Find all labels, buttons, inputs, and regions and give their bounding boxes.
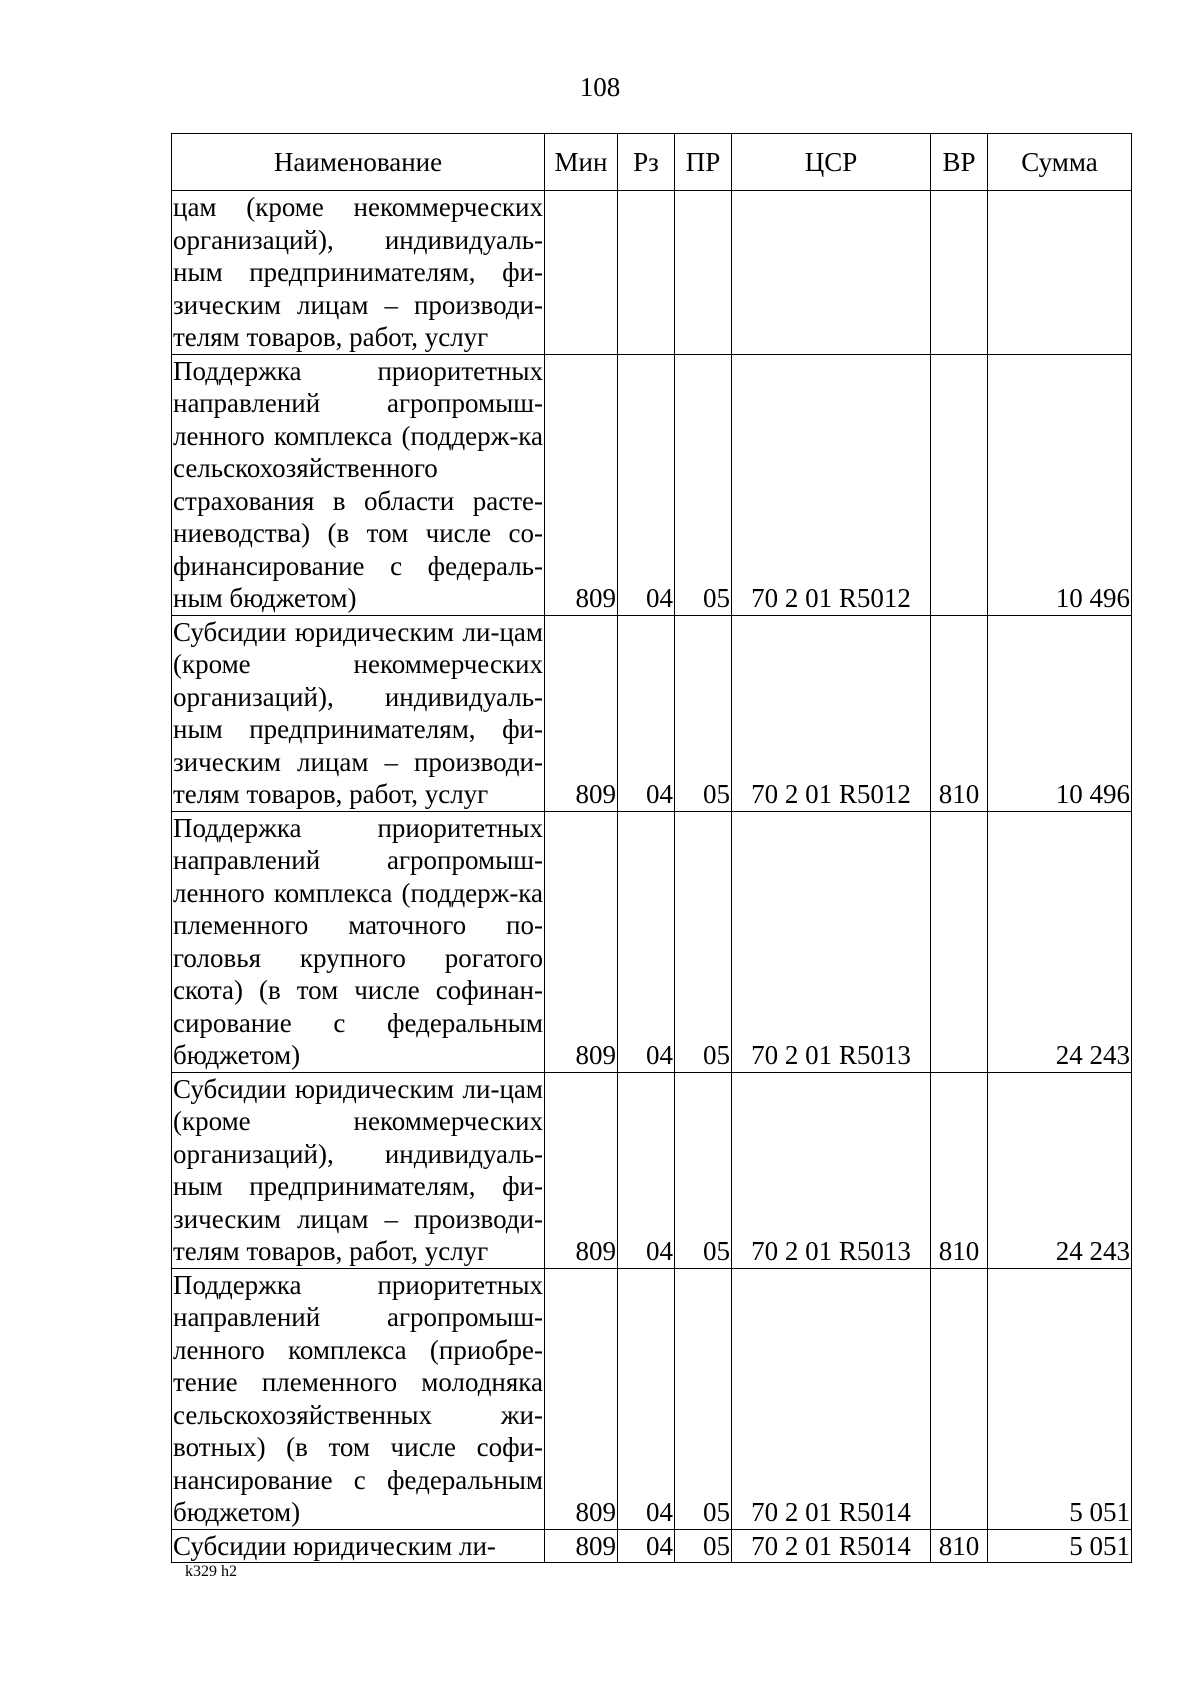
cell-vr xyxy=(931,191,988,355)
cell-vr xyxy=(931,354,988,615)
cell-name: Поддержка приоритетных направлений агропромыш-ленного комплекса (приобре-тение племенного молодняка сельскохозяйственных жи-вотных) (в том числе софи-нансирование с федеральным бюджетом) xyxy=(173,1269,543,1527)
cell-csr: 70 2 01 R5013 xyxy=(732,811,931,1072)
cell-vr xyxy=(931,1268,988,1529)
cell-name: Субсидии юридическим ли- xyxy=(172,1529,545,1563)
cell-sum: 5 051 xyxy=(988,1529,1132,1563)
cell-name: цам (кроме некоммерческих организаций), индивидуаль-ным предпринимателям, фи-зическим лицам – производи-телям товаров, работ, услуг xyxy=(173,192,543,352)
header-rz: Рз xyxy=(618,134,675,191)
cell-sum xyxy=(988,191,1132,355)
cell-pr: 05 xyxy=(675,1529,732,1563)
cell-csr: 70 2 01 R5014 xyxy=(732,1529,931,1563)
cell-sum: 10 496 xyxy=(988,354,1132,615)
cell-name: Субсидии юридическим ли-цам (кроме некоммерческих организаций), индивидуаль-ным предпринимателям, фи-зическим лицам – производи-телям товаров, работ, услуг xyxy=(173,616,543,809)
cell-vr: 810 xyxy=(931,1072,988,1268)
cell-min: 809 xyxy=(545,1529,618,1563)
cell-pr: 05 xyxy=(675,1268,732,1529)
header-csr: ЦСР xyxy=(732,134,931,191)
cell-min xyxy=(545,191,618,355)
table-row xyxy=(172,354,1132,615)
table-row xyxy=(172,811,1132,1072)
cell-min: 809 xyxy=(545,1268,618,1529)
header-min: Мин xyxy=(545,134,618,191)
cell-name: Поддержка приоритетных направлений агропромыш-ленного комплекса (поддерж-ка племенного маточного по-головья крупного рогатого скота) (в том числе софинан-сирование с федеральным бюджетом) xyxy=(173,812,543,1070)
table-row xyxy=(172,1072,1132,1268)
table-row xyxy=(172,615,1132,811)
table-row xyxy=(172,191,1132,355)
cell-sum: 5 051 xyxy=(988,1268,1132,1529)
cell-pr xyxy=(675,191,732,355)
cell-rz: 04 xyxy=(618,1268,675,1529)
footer-document-code: k329 h2 xyxy=(185,1563,237,1580)
budget-table xyxy=(171,133,1132,1563)
page-number: 108 xyxy=(579,72,621,102)
cell-csr: 70 2 01 R5014 xyxy=(732,1268,931,1529)
cell-min: 809 xyxy=(545,354,618,615)
cell-pr: 05 xyxy=(675,811,732,1072)
header-pr: ПР xyxy=(675,134,732,191)
cell-min: 809 xyxy=(545,1072,618,1268)
cell-vr: 810 xyxy=(931,615,988,811)
cell-min: 809 xyxy=(545,615,618,811)
cell-rz: 04 xyxy=(618,354,675,615)
cell-pr: 05 xyxy=(675,354,732,615)
cell-rz: 04 xyxy=(618,1529,675,1563)
header-sum: Сумма xyxy=(988,134,1132,191)
cell-csr: 70 2 01 R5012 xyxy=(732,354,931,615)
cell-csr: 70 2 01 R5013 xyxy=(732,1072,931,1268)
cell-sum: 24 243 xyxy=(988,811,1132,1072)
cell-vr: 810 xyxy=(931,1529,988,1563)
header-row xyxy=(172,134,1132,191)
header-vr: ВР xyxy=(931,134,988,191)
table-row xyxy=(172,1529,1132,1563)
cell-csr: 70 2 01 R5012 xyxy=(732,615,931,811)
cell-rz: 04 xyxy=(618,811,675,1072)
cell-vr xyxy=(931,811,988,1072)
cell-pr: 05 xyxy=(675,1072,732,1268)
cell-name: Поддержка приоритетных направлений агропромыш-ленного комплекса (поддерж-ка сельскохозяйственного страхования в области расте-ниеводства) (в том числе со-финансирование с федераль-ным бюджетом) xyxy=(173,355,543,613)
table-row xyxy=(172,1268,1132,1529)
cell-rz: 04 xyxy=(618,615,675,811)
cell-csr xyxy=(732,191,931,355)
cell-name: Субсидии юридическим ли-цам (кроме некоммерческих организаций), индивидуаль-ным предпринимателям, фи-зическим лицам – производи-телям товаров, работ, услуг xyxy=(173,1073,543,1266)
cell-rz: 04 xyxy=(618,1072,675,1268)
cell-sum: 24 243 xyxy=(988,1072,1132,1268)
cell-pr: 05 xyxy=(675,615,732,811)
header-name: Наименование xyxy=(172,134,545,191)
cell-min: 809 xyxy=(545,811,618,1072)
cell-sum: 10 496 xyxy=(988,615,1132,811)
cell-rz xyxy=(618,191,675,355)
